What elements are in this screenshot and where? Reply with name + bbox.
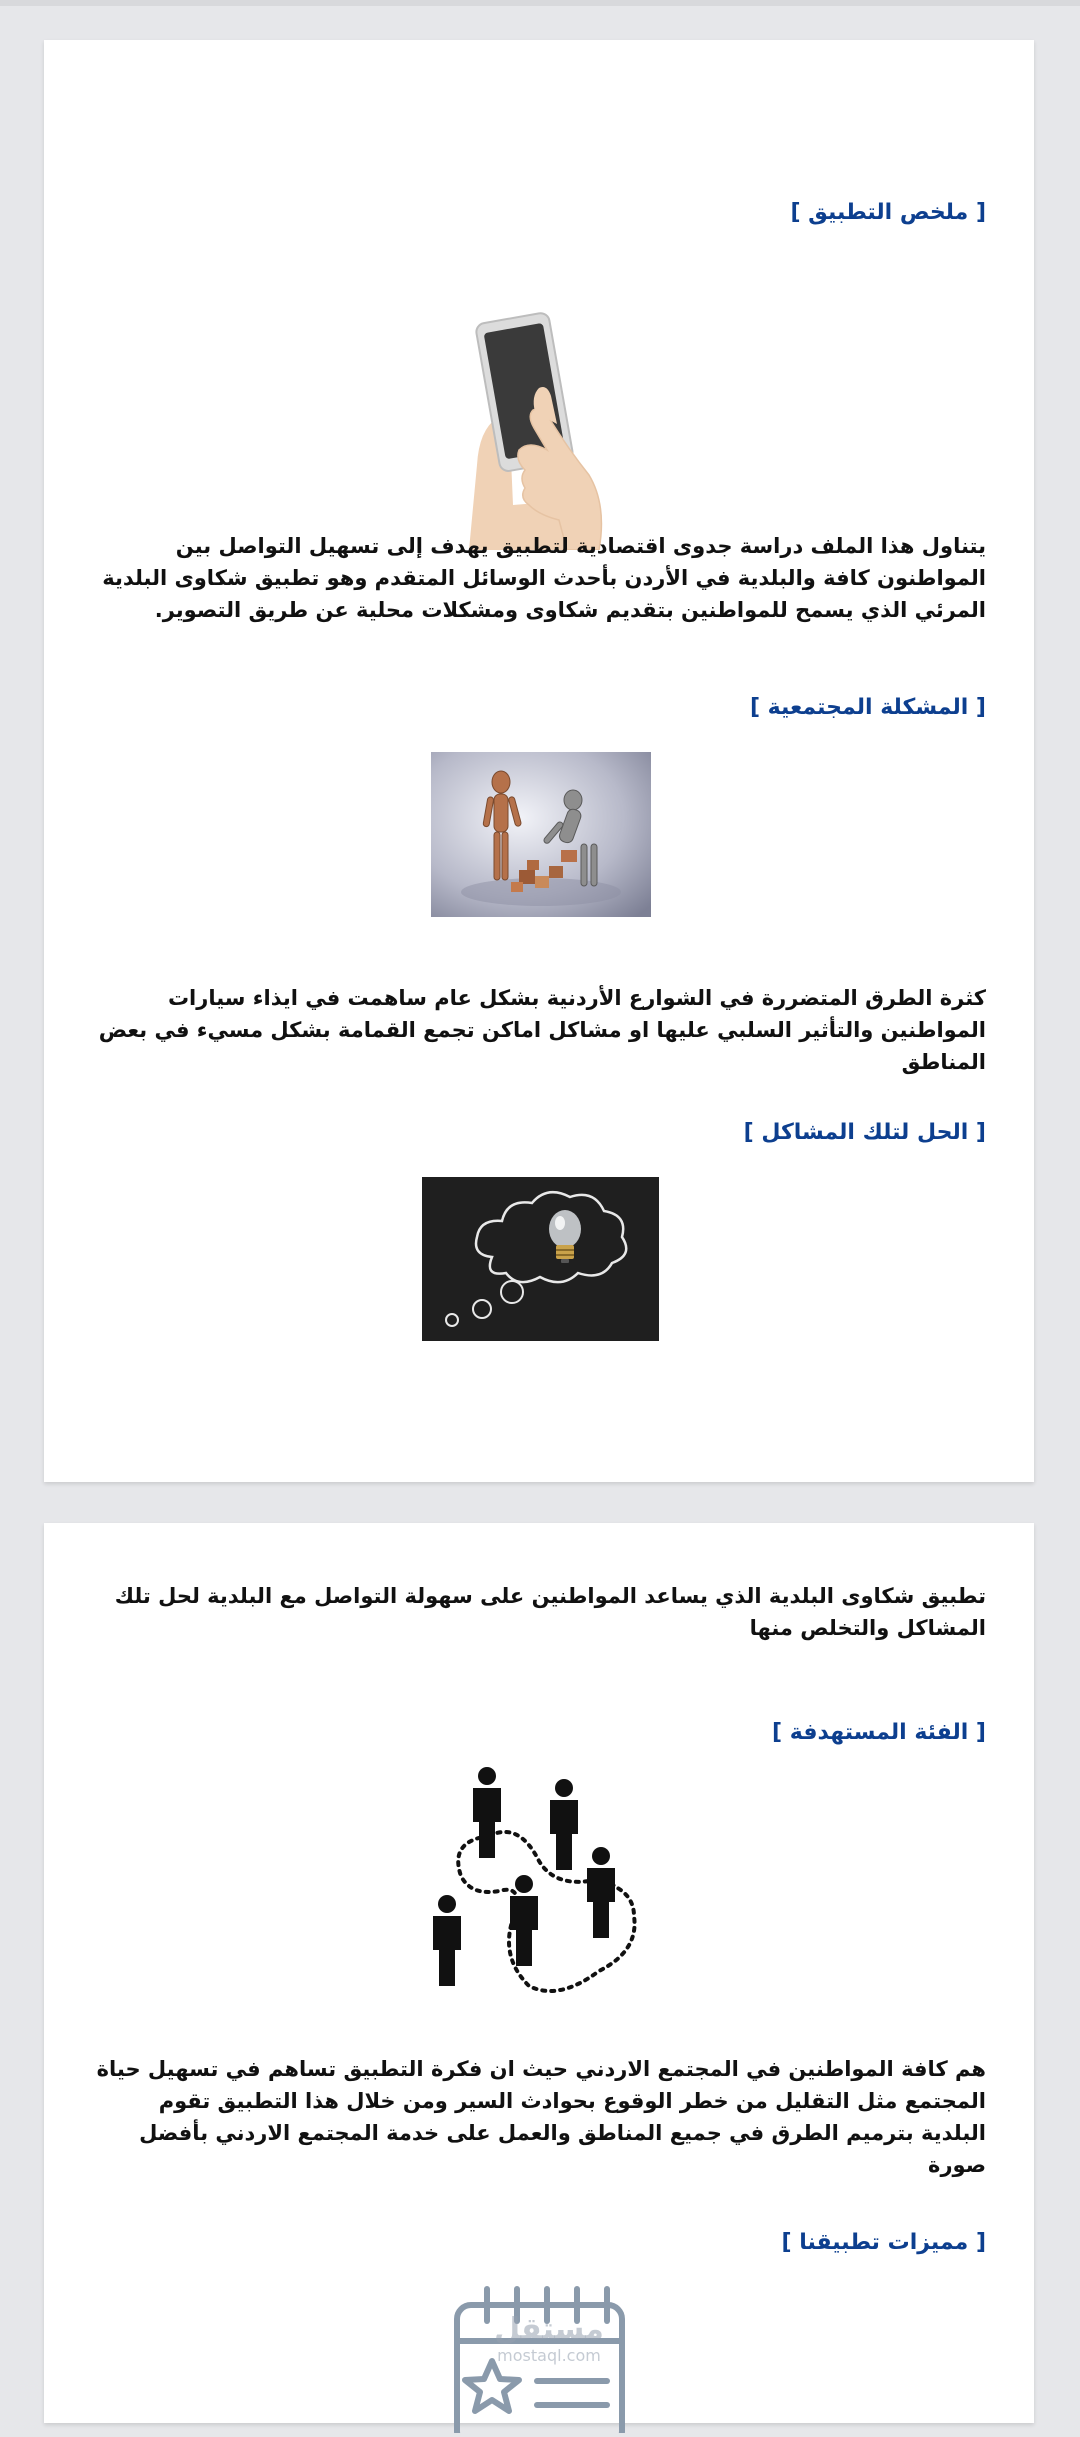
watermark-sub: mostaql.com <box>497 2346 601 2365</box>
target-audience-paragraph: هم كافة المواطنين في المجتمع الاردني حيث ان فكرة التطبيق تساهم في تسهيل حياة المجتمع مثل التقليل من خطر الوقوع بحوادث السير ومن خلال هذا التطبيق تقوم البلدية بترميم الطرق في جميع المناطق والعمل على خدمة المجتمع الاردني بأفضل صورة <box>96 2057 986 2177</box>
document-page-1 <box>44 40 1034 1482</box>
summary-paragraph: يتناول هذا الملف دراسة جدوى اقتصادية لتطبيق يهدف إلى تسهيل التواصل بين المواطنون كافة والبلدية في الأردن بأحدث الوسائل المتقدم وهو تطبيق شكاوى البلدية المرئي الذي يسمح للمواطنين بتقديم شكاوى ومشكلات محلية عن طريق التصوير. <box>102 534 986 622</box>
problem-paragraph: كثرة الطرق المتضررة في الشوارع الأردنية بشكل عام ساهمت في ايذاء سيارات المواطنين والتأثير السلبي عليها او مشاكل اماكن تجمع القمامة بشكل مسيء في بعض المناطق <box>98 986 986 1074</box>
problem-heading: [ المشكلة المجتمعية ] <box>749 695 986 720</box>
app-description-paragraph: تطبيق شكاوى البلدية الذي يساعد المواطنين على سهولة التواصل مع البلدية لحل تلك المشاكل والتخلص منها <box>114 1584 986 1640</box>
mostaql-watermark <box>464 2313 634 2365</box>
features-heading: [ مميزات تطبيقنا ] <box>781 2230 986 2255</box>
summary-heading: [ ملخص التطبيق ] <box>790 200 986 225</box>
solution-heading: [ الحل لتلك المشاكل ] <box>743 1120 986 1145</box>
hand-holding-phone-icon <box>449 300 619 550</box>
top-strip <box>0 0 1080 6</box>
document-page-2 <box>44 1523 1034 2423</box>
connected-people-icon <box>429 1766 649 1998</box>
wooden-mannequins-image <box>431 752 651 917</box>
target-audience-heading: [ الفئة المستهدفة ] <box>772 1720 986 1745</box>
watermark-main: مستقل <box>494 2312 604 2347</box>
lightbulb-thought-bubble-image <box>422 1177 659 1341</box>
